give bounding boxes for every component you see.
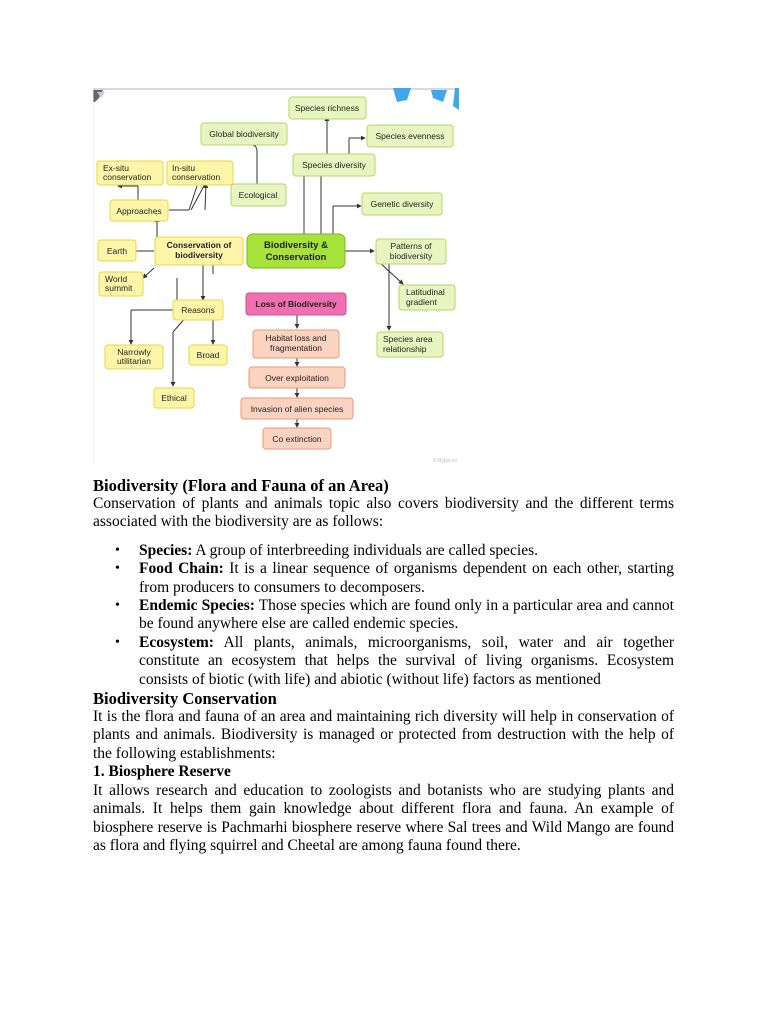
section-intro: Conservation of plants and animals topic also covers biodiversity and the different terms associated with the biodiversity are as follows: [93, 495, 674, 531]
node-habitat-loss-fragmentation [253, 330, 339, 358]
term-description: A group of interbreeding individuals are called species. [192, 541, 539, 559]
term-label: Endemic Species: [139, 597, 255, 615]
section-title-biodiversity: Biodiversity (Flora and Fauna of an Area) [93, 476, 389, 495]
svg-text:Co extinction: Co extinction [272, 434, 322, 444]
svg-text:Approaches: Approaches [116, 206, 162, 216]
svg-text:Invasion of alien species: Invasion of alien species [250, 404, 344, 414]
node-narrowly-utilitarian [105, 345, 163, 369]
node-reasons [173, 300, 223, 320]
svg-text:Over exploitation: Over exploitation [265, 373, 329, 383]
section-conservation-text: It is the flora and fauna of an area and maintaining rich diversity will help in conservation of plants and animals. Biodiversity is managed or protected from destruction with the help of the following establishments: [93, 708, 674, 762]
node-global-biodiversity [201, 123, 287, 145]
svg-text:biodiversity: biodiversity [389, 251, 433, 261]
list-item [139, 634, 674, 689]
list-item [139, 560, 674, 597]
node-species-richness [289, 97, 366, 119]
term-label: Food Chain: [139, 560, 224, 578]
list-item [139, 542, 674, 560]
list-item [139, 597, 674, 634]
subsection-title-biosphere-reserve: 1. Biosphere Reserve [93, 763, 231, 781]
watermark-text: © Byjus.co [433, 458, 457, 464]
svg-text:Conservation: Conservation [265, 252, 327, 263]
svg-text:Habitat loss and: Habitat loss and [265, 333, 327, 343]
svg-text:Genetic diversity: Genetic diversity [370, 199, 434, 209]
node-broad [189, 345, 227, 365]
svg-text:Conservation of: Conservation of [166, 240, 232, 250]
svg-text:Patterns of: Patterns of [390, 241, 432, 251]
svg-text:Species diversity: Species diversity [302, 160, 366, 170]
svg-text:conservation: conservation [172, 172, 221, 182]
term-label: Species: [139, 541, 193, 559]
svg-text:Species richness: Species richness [294, 103, 360, 113]
biodiversity-concept-map [93, 88, 459, 465]
svg-text:Narrowly: Narrowly [117, 347, 151, 357]
svg-text:Latitudinal: Latitudinal [406, 287, 445, 297]
node-patterns-of-biodiversity [376, 239, 446, 264]
node-co-extinction [263, 428, 331, 449]
node-ethical [154, 388, 194, 408]
svg-text:Earth: Earth [106, 246, 128, 256]
svg-text:relationship: relationship [383, 344, 427, 354]
svg-text:World: World [105, 274, 128, 284]
section-title-conservation: Biodiversity Conservation [93, 689, 277, 709]
node-species-area-relationship [377, 332, 443, 357]
node-earth [98, 240, 136, 261]
terms-list [93, 542, 674, 689]
svg-text:gradient: gradient [406, 297, 437, 307]
node-species-evenness [367, 125, 453, 147]
term-description: Those species which are found only in a particular area and cannot be found anywhere else are called endemic species. [139, 597, 674, 633]
term-description: All plants, animals, microorganisms, soil, water and air together constitute an ecosystem that helps the survival of living organisms. Ecosystem consists of biotic (with life) and abiotic (without life) factors as mentioned [139, 633, 674, 688]
term-label: Ecosystem: [139, 633, 214, 651]
svg-text:Global biodiversity: Global biodiversity [209, 129, 279, 139]
svg-text:Species evenness: Species evenness [375, 131, 445, 141]
svg-text:biodiversity: biodiversity [175, 250, 223, 260]
node-world-summit [99, 272, 143, 296]
svg-text:conservation: conservation [103, 172, 152, 182]
svg-text:Loss of Biodiversity: Loss of Biodiversity [255, 299, 337, 309]
node-conservation-of-biodiversity [155, 237, 243, 265]
node-genetic-diversity [362, 193, 442, 215]
article [93, 476, 674, 855]
node-ex-situ-conservation [97, 161, 163, 185]
node-latitudinal-gradient [399, 285, 455, 310]
node-approaches [110, 200, 168, 221]
node-ecological [231, 184, 286, 206]
node-biodiversity-conservation [247, 234, 345, 268]
term-description: It is a linear sequence of organisms dependent on each other, starting from producers to consumers to decomposers. [139, 560, 674, 596]
svg-text:In-situ: In-situ [172, 163, 196, 173]
svg-text:Ecological: Ecological [238, 190, 278, 200]
node-species-diversity [293, 154, 375, 176]
svg-text:summit: summit [105, 283, 133, 293]
svg-text:Broad: Broad [196, 350, 220, 360]
svg-text:fragmentation: fragmentation [270, 343, 322, 353]
node-loss-of-biodiversity [246, 293, 346, 315]
node-over-exploitation [249, 367, 345, 388]
svg-text:Ethical: Ethical [161, 393, 187, 403]
node-invasion-of-alien-species [241, 398, 353, 419]
top-decoration [93, 88, 459, 110]
subsection-biosphere-text: It allows research and education to zoologists and botanists who are studying plants and animals. It helps them gain knowledge about different flora and fauna. An example of biosphere reserve is Pachmarhi biosphere reserve where Sal trees and Wild Mango are found as flora and flying squirrel and Cheetal are among fauna found there. [93, 781, 674, 854]
node-in-situ-conservation [167, 161, 233, 185]
svg-text:Species area: Species area [383, 334, 433, 344]
svg-text:Biodiversity &: Biodiversity & [264, 240, 328, 251]
svg-text:Ex-situ: Ex-situ [103, 163, 129, 173]
svg-text:Reasons: Reasons [181, 305, 215, 315]
svg-text:utilitarian: utilitarian [116, 356, 152, 366]
